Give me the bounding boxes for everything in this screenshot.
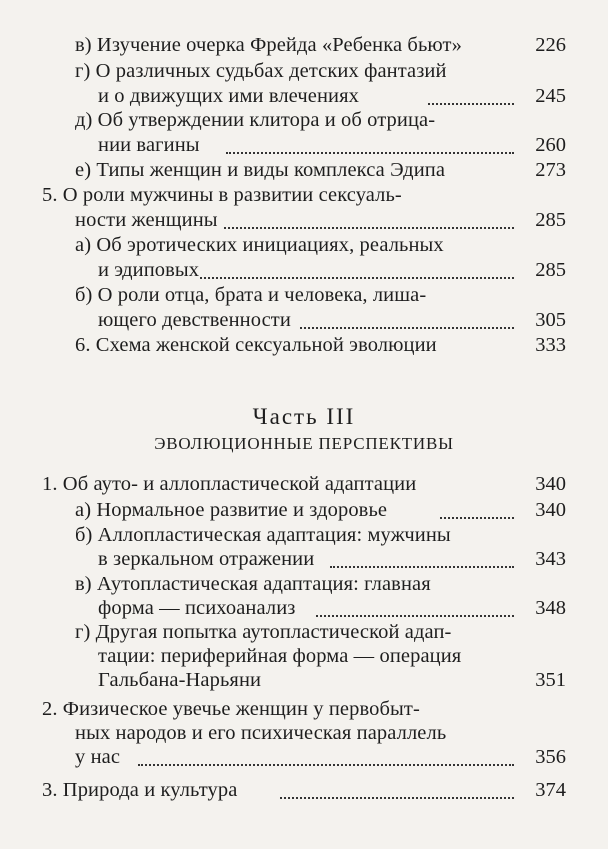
toc-section-2-cont[interactable]: ных народов и его психическая параллель xyxy=(75,722,447,744)
dot-leader xyxy=(200,277,514,279)
page-number: 340 xyxy=(535,499,566,521)
page-number: 305 xyxy=(535,309,566,331)
page-number: 333 xyxy=(535,334,566,356)
toc-entry-1v-cont[interactable]: форма — психоанализ xyxy=(98,597,296,619)
toc-entry-6[interactable]: 6. Схема женской сексуальной эволюции xyxy=(75,334,437,356)
dot-leader xyxy=(300,327,514,329)
toc-entry-5b[interactable]: б) О роли отца, брата и человека, лиша- xyxy=(75,284,427,306)
toc-entry-1b-cont[interactable]: в зеркальном отражении xyxy=(98,548,315,570)
toc-entry-d-cont[interactable]: нии вагины xyxy=(98,134,200,156)
toc-entry-1g[interactable]: г) Другая попытка аутопластической адап- xyxy=(75,621,452,643)
toc-section-5-cont[interactable]: ности женщины xyxy=(75,209,218,231)
toc-entry-5b-cont[interactable]: ющего девственности xyxy=(98,309,291,331)
dot-leader xyxy=(224,227,514,229)
dot-leader xyxy=(138,764,514,766)
toc-entry-1g-cont[interactable]: тации: периферийная форма — операция xyxy=(98,645,462,667)
page-number: 285 xyxy=(535,209,566,231)
page-number: 374 xyxy=(535,779,566,801)
page-number: 356 xyxy=(535,746,566,768)
toc-entry-1v[interactable]: в) Аутопластическая адаптация: главная xyxy=(75,573,431,595)
toc-entry-v[interactable]: в) Изучение очерка Фрейда «Ребенка бьют» xyxy=(75,34,462,56)
dot-leader xyxy=(428,103,514,105)
toc-entry-5a-cont[interactable]: и эдиповых xyxy=(98,259,200,281)
page-number: 351 xyxy=(535,669,566,691)
dot-leader xyxy=(316,615,514,617)
page-number: 226 xyxy=(535,34,566,56)
toc-entry-1a[interactable]: а) Нормальное развитие и здоровье xyxy=(75,499,388,521)
dot-leader xyxy=(330,566,514,568)
page-number: 348 xyxy=(535,597,566,619)
dot-leader xyxy=(280,797,514,799)
page-number: 343 xyxy=(535,548,566,570)
dot-leader xyxy=(226,152,514,154)
toc-section-2-cont2[interactable]: у нас xyxy=(75,746,121,768)
toc-section-2[interactable]: 2. Физическое увечье женщин у первобыт- xyxy=(42,698,420,720)
toc-section-3[interactable]: 3. Природа и культура xyxy=(42,779,238,801)
toc-entry-e[interactable]: е) Типы женщин и виды комплекса Эдипа xyxy=(75,159,446,181)
dot-leader xyxy=(440,517,514,519)
toc-section-1[interactable]: 1. Об ауто- и аллопластической адаптации xyxy=(42,473,417,495)
toc-entry-g[interactable]: г) О различных судьбах детских фантазий xyxy=(75,60,447,82)
toc-entry-5a[interactable]: а) Об эротических инициациях, реальных xyxy=(75,234,444,256)
part-subtitle: ЭВОЛЮЦИОННЫЕ ПЕРСПЕКТИВЫ xyxy=(154,434,454,453)
toc-section-5[interactable]: 5. О роли мужчины в развитии сексуаль- xyxy=(42,184,402,206)
toc-entry-1g-cont2[interactable]: Гальбана-Нарьяни xyxy=(98,669,262,691)
toc-entry-g-cont[interactable]: и о движущих ими влечениях xyxy=(98,85,359,107)
page-number: 245 xyxy=(535,85,566,107)
toc-entry-d[interactable]: д) Об утверждении клитора и об отрица- xyxy=(75,109,436,131)
page-number: 273 xyxy=(535,159,566,181)
page-number: 340 xyxy=(535,473,566,495)
part-title: Часть III xyxy=(252,404,356,429)
page-number: 260 xyxy=(535,134,566,156)
toc-entry-1b[interactable]: б) Аллопластическая адаптация: мужчины xyxy=(75,524,451,546)
page-number: 285 xyxy=(535,259,566,281)
